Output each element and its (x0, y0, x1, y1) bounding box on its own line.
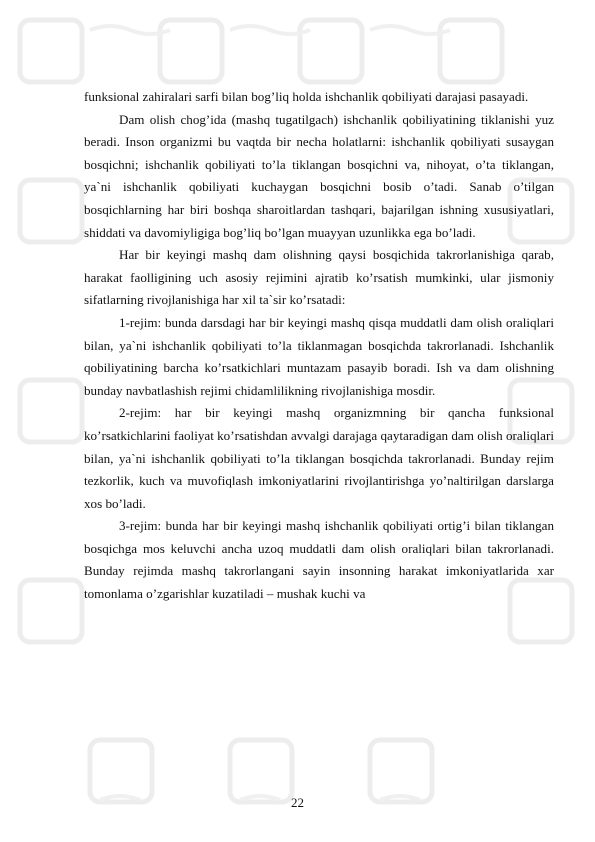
paragraph-1: funksional zahiralari sarfi bilan bog’liq holda ishchanlik qobiliyati darajasi pasayadi. (84, 89, 529, 104)
paragraph-3: Har bir keyingi mashq dam olishning qaysi bosqichida takrorlanishiga qarab, harakat faolligining uch asosiy rejimini ajratib ko’rsatish mumkinki, ular jismoniy sifatlarning rivojlanishiga har xil ta`sir ko’rsatadi: (84, 247, 554, 308)
paragraph-6: 3-rejim: bunda har bir keyingi mashq ishchanlik qobiliyati ortig’i bilan tiklangan bosqichga mos keluvchi ancha uzoq muddatli dam olish oraliqlari bilan takrorlanadi. Bunday rejimda mashq takrorlangani sayin insonning harakat imkoniyatlarida xar tomonlama o’zgarishlar kuzatiladi – mushak kuchi va (84, 518, 554, 602)
page-number: 22 (291, 795, 304, 810)
paragraph-4: 1-rejim: bunda darsdagi har bir keyingi mashq qisqa muddatli dam olish oraliqlari bilan, ya`ni ishchanlik qobiliyati to’la tiklanmagan bosqichda takrorlanadi. Ishchanlik qobiliyatining barcha ko’rsatkichlari muntazam pasayib boradi. Ish va dam olishning bunday navbatlashish rejimi chidamlilikning rivojlanishiga mosdir. (84, 314, 554, 398)
paragraph-2: Dam olish chog’ida (mashq tugatilgach) ishchanlik qobiliyatining tiklanishi yuz beradi. Inson organizmi bu vaqtda bir necha holatlarni: ishchanlik qobiliyati susaygan bosqichni; ishchanlik qobiliyati to’la tiklangan bosqichni va, nihoyat, o’ta tiklangan, ya`ni ishchanlik qobiliyati kuchaygan bosqichni bosib o’tadi. Sanab o’tilgan bosqichlarning har biri boshqa sharoitlardan tashqari, bajarilgan ishning xususiyatlari, shiddati va davomiyligiga bog’liq bo’lgan muayyan uzunlikka ega bo’ladi. (84, 111, 554, 240)
paragraph-5: 2-rejim: har bir keyingi mashq organizmning bir qancha funksional ko’rsatkichlarini faoliyat ko’rsatishdan avvalgi darajaga qaytaradigan dam olish oraliqlari bilan, ya`ni ishchanlik qobiliyati to’la tiklangan bosqichda takrorlanadi. Bunday rejim tezkorlik, kuch va muvofiqlash imkoniyatlarini rivojlantirishga yo’naltirilgan darslarga xos bo’ladi. (84, 405, 554, 511)
document-body (84, 86, 554, 606)
